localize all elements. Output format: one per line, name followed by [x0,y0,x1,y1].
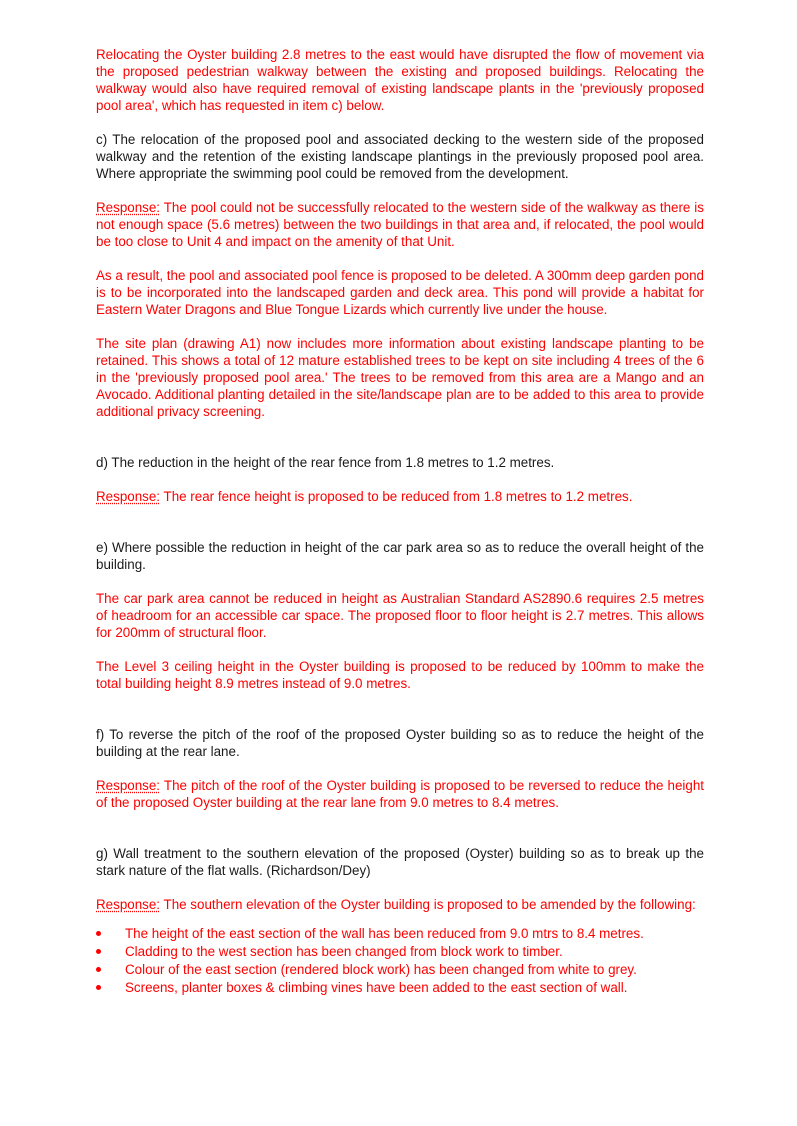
list-item: Cladding to the west section has been changed from block work to timber. [96,943,704,960]
response-label: Response: [96,200,161,215]
paragraph-pool-deleted: As a result, the pool and associated pool fence is proposed to be deleted. A 300mm deep garden pond is to be incorporated into the landscaped garden and deck area. This pond will provide a habitat for Eastern Water Dragons and Blue Tongue Lizards which currently live under the house. [96,268,704,317]
list-item: Colour of the east section (rendered block work) has been changed from white to grey. [96,961,704,978]
response-f [96,777,704,811]
bullet-icon [96,949,101,954]
list-item: Screens, planter boxes & climbing vines have been added to the east section of wall. [96,979,704,996]
item-d: d) The reduction in the height of the rear fence from 1.8 metres to 1.2 metres. [96,455,555,470]
bullet-icon [96,985,101,990]
document-page [96,46,704,997]
paragraph-oyster-relocation: Relocating the Oyster building 2.8 metres to the east would have disrupted the flow of movement via the proposed pedestrian walkway between the existing and proposed buildings. Relocating the walkway would also have required removal of existing landscape plants in the 'previously proposed pool area', which has requested in item c) below. [96,47,704,113]
response-g-text: The southern elevation of the Oyster building is proposed to be amended by the following: [163,897,696,912]
response-g [96,896,704,913]
item-c: c) The relocation of the proposed pool and associated decking to the western side of the proposed walkway and the retention of the existing landscape plantings in the previously proposed pool area. Where appropriate the swimming pool could be removed from the development. [96,132,704,181]
paragraph-car-park: The car park area cannot be reduced in height as Australian Standard AS2890.6 requires 2.5 metres of headroom for an accessible car space. The proposed floor to floor height is 2.7 metres. This allows for 200mm of structural floor. [96,591,704,640]
bullet-icon [96,931,101,936]
response-f-text: The pitch of the roof of the Oyster building is proposed to be reversed to reduce the height of the proposed Oyster building at the rear lane from 9.0 metres to 8.4 metres. [96,778,704,810]
bullet-icon [96,967,101,972]
response-label: Response: [96,778,161,793]
item-g: g) Wall treatment to the southern elevation of the proposed (Oyster) building so as to break up the stark nature of the flat walls. (Richardson/Dey) [96,846,704,878]
response-label: Response: [96,897,161,912]
item-e: e) Where possible the reduction in height of the car park area so as to reduce the overall height of the building. [96,540,704,572]
response-d-text: The rear fence height is proposed to be reduced from 1.8 metres to 1.2 metres. [163,489,633,504]
paragraph-ceiling-height: The Level 3 ceiling height in the Oyster building is proposed to be reduced by 100mm to make the total building height 8.9 metres instead of 9.0 metres. [96,659,704,691]
response-label: Response: [96,489,161,504]
item-f: f) To reverse the pitch of the roof of the proposed Oyster building so as to reduce the height of the building at the rear lane. [96,727,704,759]
list-item: The height of the east section of the wall has been reduced from 9.0 mtrs to 8.4 metres. [96,925,704,942]
response-d [96,488,704,505]
response-c-text: The pool could not be successfully relocated to the western side of the walkway as there is not enough space (5.6 metres) between the two buildings in that area and, if relocated, the pool would be too close to Unit 4 and impact on the amenity of that Unit. [96,200,704,249]
response-c [96,199,704,250]
paragraph-site-plan: The site plan (drawing A1) now includes more information about existing landscape planting to be retained. This shows a total of 12 mature established trees to be kept on site including 4 trees of the 6 in the 'previously proposed pool area.' The trees to be removed from this area are a Mango and an Avocado. Additional planting detailed in the site/landscape plan are to be added to this area to provide additional privacy screening. [96,336,704,419]
amendments-list [96,925,704,996]
